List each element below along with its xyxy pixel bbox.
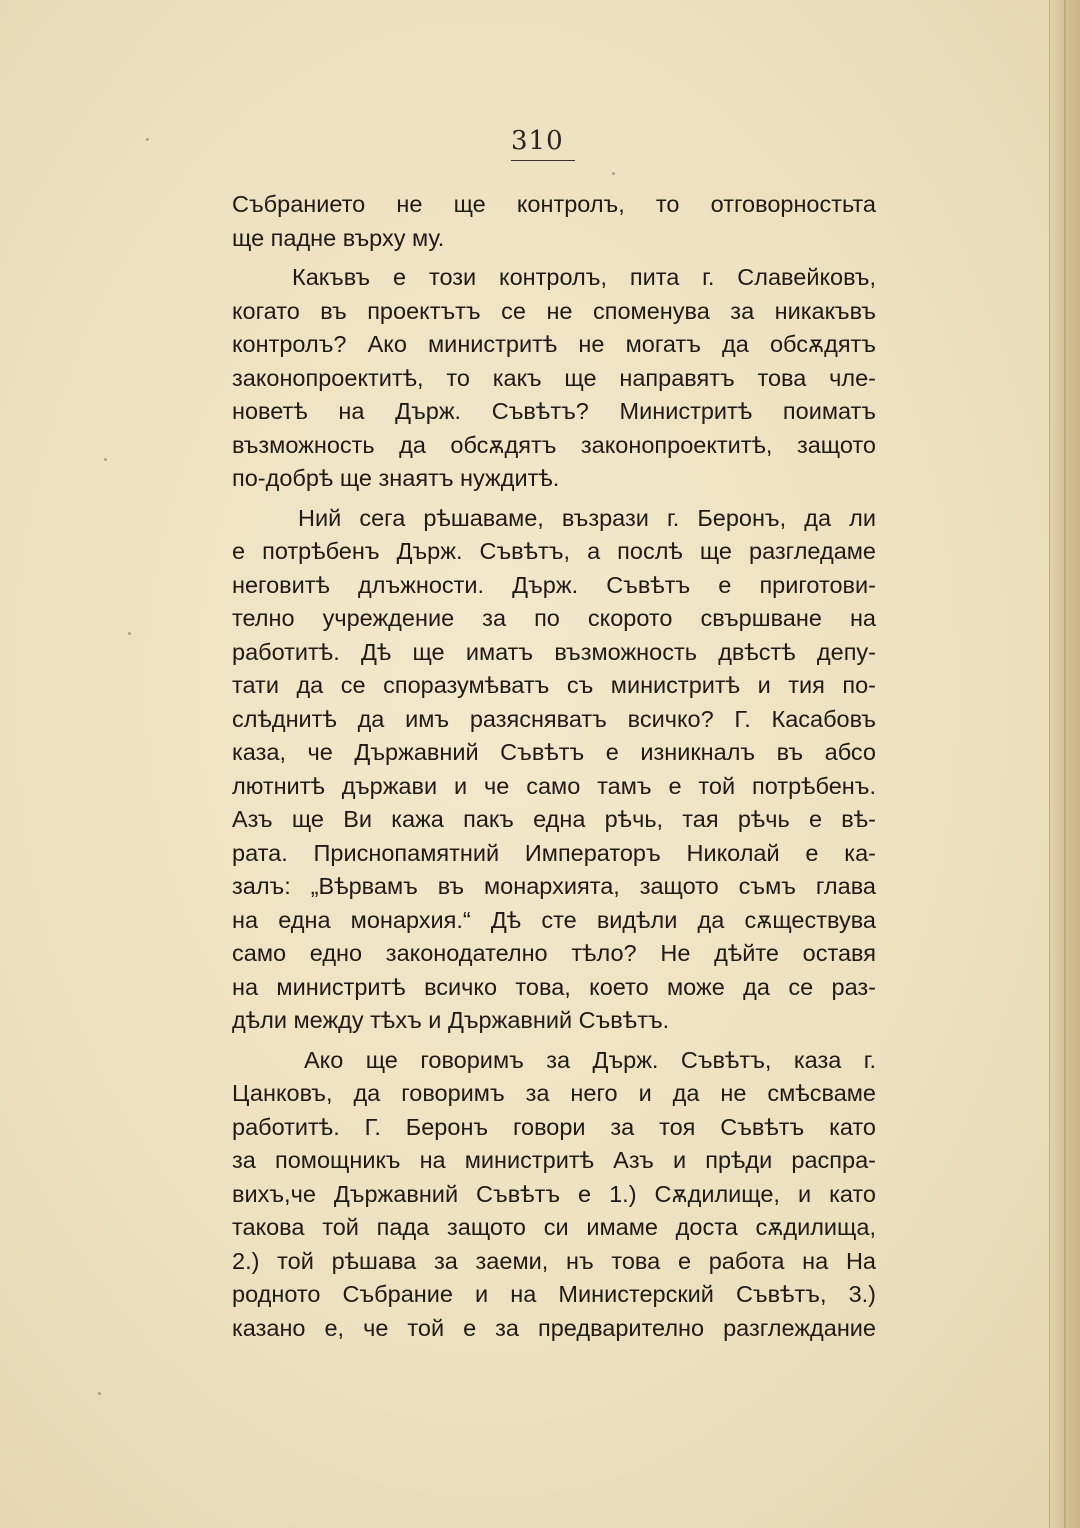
text-line: рата. Приснопамятний Императоръ Николай е ка- [232,839,876,866]
text-line: контролъ? Ако министритѣ не могатъ да обсѫдятъ [232,331,876,357]
body-text [232,188,876,1351]
paper-speck [98,1392,101,1395]
text-line: работитѣ. Г. Беронъ говори за тоя Съвѣтъ като [232,1113,876,1140]
text-line: каза, че Държавний Съвѣтъ е изникналъ въ абсо [232,739,876,765]
text-line: за помощникъ на министритѣ Азъ и прѣди распра- [232,1147,876,1173]
paragraph-1 [232,188,876,255]
text-line: слѣднитѣ да имъ разясняватъ всичко? Г. Касабовъ [232,705,876,732]
text-line: вихъ,че Държавний Съвѣтъ е 1.) Сѫдилище, и като [232,1180,876,1207]
page-binding-edge [1049,0,1080,1528]
text-line: Какъвъ е този контролъ, пита г. Славейковъ, [292,264,876,290]
text-line: по-добрѣ ще знаятъ нуждитѣ. [232,465,560,491]
paper-speck [104,458,107,461]
text-line: 2.) той рѣшава за заеми, нъ това е работа на На [232,1247,876,1274]
text-line: тати да се споразумѣватъ съ министритѣ и тия по- [232,672,876,698]
text-line: казано е, че той е за предварително разглеждание [232,1314,876,1341]
text-line: е потрѣбенъ Държ. Съвѣтъ, а послѣ ще разгледаме [232,538,876,564]
text-line: залъ: „Вѣрвамъ въ монархията, защото съмъ глава [232,873,876,899]
text-line: само едно законодателно тѣло? Не дѣйте оставя [232,940,876,966]
text-line: дѣли между тѣхъ и Държавний Съвѣтъ. [232,1007,670,1033]
paragraph-2 [232,261,876,496]
paper-speck [128,632,131,635]
paper-speck [612,172,615,175]
page-number: 310 [511,126,564,156]
text-line: родното Събрание и на Министерский Съвѣтъ, 3.) [232,1281,876,1307]
paragraph-3 [232,502,876,1038]
text-line: на една монархия.“ Дѣ сте видѣли да сѫществува [232,906,876,933]
text-line: на министритѣ всичко това, което може да се раз- [232,973,876,1000]
text-line: ще падне върху му. [232,224,445,251]
text-line: Събранието не ще контролъ, то отговорностьта [232,191,876,217]
text-line: Ний сега рѣшаваме, възрази г. Беронъ, да ли [298,504,876,531]
text-line: новетѣ на Държ. Съвѣтъ? Министритѣ поиматъ [232,398,876,424]
text-line: работитѣ. Дѣ ще иматъ възможность двѣстѣ депу- [232,638,876,665]
text-line: Азъ ще Ви кажа пакъ една рѣчь, тая рѣчь е вѣ- [232,806,876,832]
text-line: телно учреждение за по скорото свършване на [232,605,876,631]
text-line: законопроектитѣ, то какъ ще направятъ това чле- [232,364,876,391]
paper-speck [146,138,149,141]
paragraph-4 [232,1044,876,1346]
text-line: лютнитѣ държави и че само тамъ е той потрѣбенъ. [232,772,876,799]
page-number-rule [511,160,575,161]
text-line: Ако ще говоримъ за Държ. Съвѣтъ, каза г. [304,1046,876,1073]
text-line: такова той пада защото си имаме доста сѫдилища, [232,1214,876,1240]
text-line: Цанковъ, да говоримъ за него и да не смѣсваме [232,1080,876,1106]
text-line: неговитѣ длъжности. Държ. Съвѣтъ е приготови- [232,571,876,598]
text-line: възможность да обсѫдятъ законопроектитѣ, защото [232,431,876,458]
text-line: когато въ проектътъ се не споменува за никакъвъ [232,297,876,324]
